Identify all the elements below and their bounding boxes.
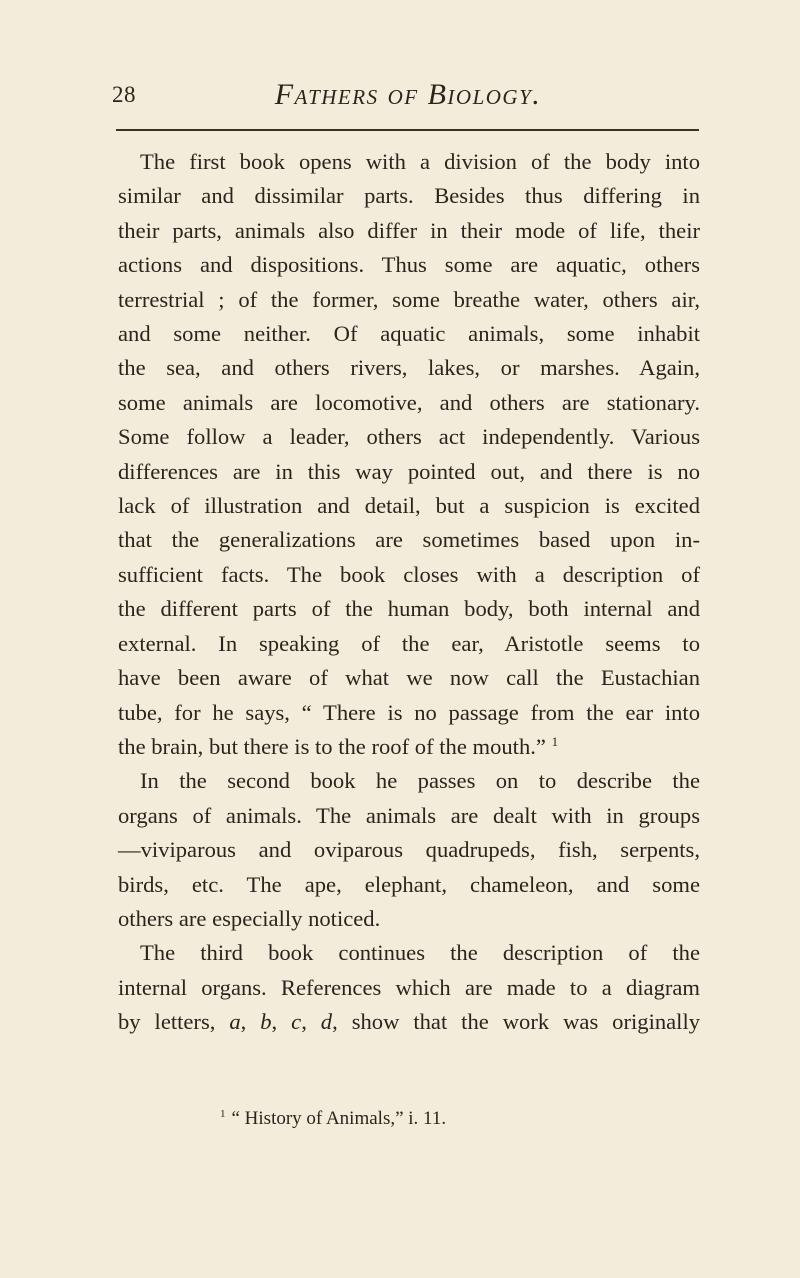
page-header <box>112 78 704 118</box>
body-text <box>118 145 700 1040</box>
footnote <box>220 1108 446 1130</box>
header-rule <box>116 129 699 131</box>
running-title: Fathers of Biology. <box>274 78 542 111</box>
text-line: the sea, and others rivers, lakes, or marshes. Again, <box>118 355 700 381</box>
text-line: terrestrial ; of the former, some breathe water, others air, <box>118 286 700 312</box>
letter-d: d <box>320 1009 333 1035</box>
text-line: The first book opens with a division of the body into <box>140 149 700 174</box>
letter-c: c <box>291 1009 302 1035</box>
text-line: —viviparous and oviparous quadrupeds, fish, serpents, <box>118 837 700 863</box>
text-line: sufficient facts. The book closes with a description of <box>118 561 700 587</box>
text-segment: , <box>240 1009 261 1035</box>
footnote-marker: 1 <box>220 1108 226 1120</box>
text-line <box>118 730 700 764</box>
paragraph-1 <box>118 145 700 764</box>
text-line: their parts, animals also differ in their mode of life, their <box>118 217 700 243</box>
text-line <box>118 1005 700 1039</box>
text-line: Some follow a leader, others act independently. Various <box>118 424 700 450</box>
paragraph-3 <box>118 936 700 1039</box>
text-line: The third book continues the description of the <box>140 940 700 966</box>
text-line: and some neither. Of aquatic animals, some inhabit <box>118 321 700 347</box>
text-line: birds, etc. The ape, elephant, chameleon, and some <box>118 871 700 897</box>
text-line: organs of animals. The animals are dealt with in groups <box>118 802 700 828</box>
text-line: actions and dispositions. Thus some are aquatic, others <box>118 252 700 278</box>
page-number: 28 <box>112 82 136 107</box>
text-line: some animals are locomotive, and others are stationary. <box>118 389 700 415</box>
text-line: that the generalizations are sometimes based upon in- <box>118 527 700 553</box>
paragraph-2 <box>118 764 700 936</box>
text-line: lack of illustration and detail, but a suspicion is excited <box>118 493 700 519</box>
text-segment: , <box>301 1009 321 1035</box>
text-line: In the second book he passes on to describe the <box>140 768 700 794</box>
letter-b: b <box>260 1009 272 1035</box>
text-line: have been aware of what we now call the Eustachian <box>118 665 700 691</box>
text-segment: by letters, <box>118 1009 230 1035</box>
text-line: others are especially noticed. <box>118 905 381 931</box>
footnote-text: “ History of Animals,” i. 11. <box>231 1108 447 1129</box>
text-line: tube, for he says, “ There is no passage from the ear into <box>118 699 700 725</box>
text-line: similar and dissimilar parts. Besides thus differing in <box>118 183 700 209</box>
footnote-reference: 1 <box>551 733 559 749</box>
text-segment: , <box>271 1009 292 1035</box>
letter-a: a <box>229 1009 241 1035</box>
text-line: the different parts of the human body, both internal and <box>118 596 700 622</box>
text-line-content: the brain, but there is to the roof of the mouth.” <box>118 733 546 759</box>
text-line: external. In speaking of the ear, Aristotle seems to <box>118 630 700 656</box>
text-line: internal organs. References which are made to a diagram <box>118 974 700 1000</box>
text-line: differences are in this way pointed out, and there is no <box>118 458 700 484</box>
text-segment: , show that the work was originally <box>332 1009 701 1035</box>
